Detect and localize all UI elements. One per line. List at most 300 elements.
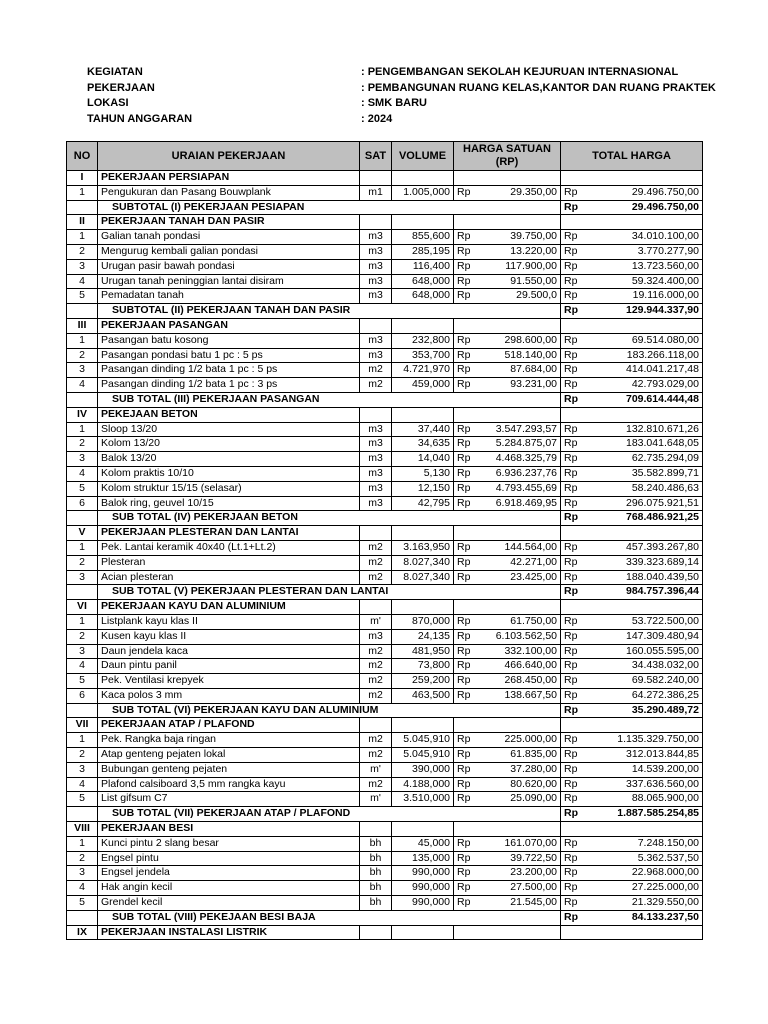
item-total-price: 58.240.486,63	[584, 481, 703, 496]
table-row	[67, 333, 703, 348]
item-number: 2	[67, 555, 98, 570]
item-total-price: 64.272.386,25	[584, 688, 703, 703]
empty-volume-cell	[392, 171, 454, 186]
item-total-price: 59.324.400,00	[584, 274, 703, 289]
total-currency: Rp	[561, 274, 584, 289]
item-total-price: 312.013.844,85	[584, 748, 703, 763]
price-currency: Rp	[454, 629, 477, 644]
price-currency: Rp	[454, 378, 477, 393]
price-currency: Rp	[454, 659, 477, 674]
item-unit: m2	[360, 777, 392, 792]
section-number: VIII	[67, 822, 98, 837]
empty-sat-cell	[360, 925, 392, 940]
item-unit-price: 4.793.455,69	[477, 481, 561, 496]
item-unit-price: 5.284.875,07	[477, 437, 561, 452]
item-unit: m'	[360, 792, 392, 807]
item-volume: 73,800	[392, 659, 454, 674]
item-unit-price: 93.231,00	[477, 378, 561, 393]
tahun-anggaran-label: TAHUN ANGGARAN	[87, 112, 193, 125]
item-unit-price: 161.070,00	[477, 836, 561, 851]
item-description: Kolom struktur 15/15 (selasar)	[98, 481, 360, 496]
item-volume: 8.027,340	[392, 570, 454, 585]
item-total-price: 13.723.560,00	[584, 259, 703, 274]
empty-total-cell	[561, 600, 703, 615]
price-currency: Rp	[454, 570, 477, 585]
col-header-harga-satuan	[454, 142, 561, 171]
item-unit: m3	[360, 274, 392, 289]
subtotal-no-cell	[67, 585, 98, 600]
empty-sat-cell	[360, 171, 392, 186]
item-number: 2	[67, 748, 98, 763]
subtotal-amount: 709.614.444,48	[584, 392, 703, 407]
item-description: Plesteran	[98, 555, 360, 570]
item-number: 3	[67, 866, 98, 881]
subtotal-amount: 35.290.489,72	[584, 703, 703, 718]
item-total-price: 5.362.537,50	[584, 851, 703, 866]
item-description: Engsel jendela	[98, 866, 360, 881]
empty-total-cell	[561, 215, 703, 230]
empty-volume-cell	[392, 600, 454, 615]
price-currency: Rp	[454, 333, 477, 348]
price-currency: Rp	[454, 437, 477, 452]
item-unit-price: 61.750,00	[477, 614, 561, 629]
item-unit: m3	[360, 422, 392, 437]
item-description: Kolom 13/20	[98, 437, 360, 452]
section-title: PEKERJAAN ATAP / PLAFOND	[98, 718, 360, 733]
item-total-price: 296.075.921,51	[584, 496, 703, 511]
subtotal-row	[67, 703, 703, 718]
item-total-price: 69.582.240,00	[584, 674, 703, 689]
item-unit-price: 13.220,00	[477, 244, 561, 259]
item-number: 1	[67, 836, 98, 851]
subtotal-currency: Rp	[561, 392, 584, 407]
total-currency: Rp	[561, 230, 584, 245]
subtotal-amount: 984.757.396,44	[584, 585, 703, 600]
lokasi-label: LOKASI	[87, 97, 129, 109]
item-number: 1	[67, 540, 98, 555]
item-unit: bh	[360, 881, 392, 896]
subtotal-label: SUB TOTAL (VI) PEKERJAAN KAYU DAN ALUMINIUM	[98, 703, 561, 718]
item-number: 5	[67, 481, 98, 496]
section-title: PEKERJAAN PASANGAN	[98, 318, 360, 333]
item-volume: 24,135	[392, 629, 454, 644]
price-currency: Rp	[454, 348, 477, 363]
item-total-price: 29.496.750,00	[584, 185, 703, 200]
item-unit: m3	[360, 333, 392, 348]
item-volume: 259,200	[392, 674, 454, 689]
item-description: Bubungan genteng pejaten	[98, 762, 360, 777]
item-unit-price: 37.280,00	[477, 762, 561, 777]
section-title: PEKERJAAN KAYU DAN ALUMINIUM	[98, 600, 360, 615]
total-currency: Rp	[561, 836, 584, 851]
item-description: Sloop 13/20	[98, 422, 360, 437]
item-unit: m3	[360, 629, 392, 644]
empty-sat-cell	[360, 407, 392, 422]
item-volume: 8.027,340	[392, 555, 454, 570]
item-total-price: 35.582.899,71	[584, 466, 703, 481]
table-row	[67, 644, 703, 659]
price-currency: Rp	[454, 836, 477, 851]
price-currency: Rp	[454, 230, 477, 245]
total-currency: Rp	[561, 674, 584, 689]
item-number: 3	[67, 452, 98, 467]
total-currency: Rp	[561, 777, 584, 792]
subtotal-amount: 84.133.237,50	[584, 910, 703, 925]
section-number: I	[67, 171, 98, 186]
subtotal-row	[67, 304, 703, 319]
item-description: Grendel kecil	[98, 896, 360, 911]
subtotal-label: SUB TOTAL (III) PEKERJAAN PASANGAN	[98, 392, 561, 407]
item-unit: m2	[360, 644, 392, 659]
subtotal-no-cell	[67, 304, 98, 319]
price-currency: Rp	[454, 363, 477, 378]
item-description: Pasangan pondasi batu 1 pc : 5 ps	[98, 348, 360, 363]
cost-table	[66, 141, 703, 940]
item-number: 1	[67, 185, 98, 200]
table-row	[67, 230, 703, 245]
item-number: 6	[67, 688, 98, 703]
item-volume: 4.188,000	[392, 777, 454, 792]
section-number: IV	[67, 407, 98, 422]
empty-total-cell	[561, 718, 703, 733]
item-unit-price: 332.100,00	[477, 644, 561, 659]
item-unit: m'	[360, 762, 392, 777]
item-description: Pek. Ventilasi krepyek	[98, 674, 360, 689]
item-unit-price: 39.750,00	[477, 230, 561, 245]
empty-total-cell	[561, 407, 703, 422]
total-currency: Rp	[561, 333, 584, 348]
col-header-sat: SAT	[360, 142, 392, 171]
section-number: IX	[67, 925, 98, 940]
item-unit-price: 42.271,00	[477, 555, 561, 570]
price-currency: Rp	[454, 881, 477, 896]
price-currency: Rp	[454, 792, 477, 807]
subtotal-amount: 129.944.337,90	[584, 304, 703, 319]
item-description: Urugan pasir bawah pondasi	[98, 259, 360, 274]
item-unit: m2	[360, 748, 392, 763]
price-currency: Rp	[454, 866, 477, 881]
empty-total-cell	[561, 925, 703, 940]
item-volume: 648,000	[392, 289, 454, 304]
item-volume: 5.045,910	[392, 733, 454, 748]
table-row	[67, 244, 703, 259]
item-total-price: 42.793.029,00	[584, 378, 703, 393]
item-total-price: 457.393.267,80	[584, 540, 703, 555]
item-unit: m3	[360, 244, 392, 259]
subtotal-no-cell	[67, 511, 98, 526]
empty-sat-cell	[360, 718, 392, 733]
pekerjaan-label: PEKERJAAN	[87, 81, 155, 94]
item-unit-price: 6.936.237,76	[477, 466, 561, 481]
item-total-price: 53.722.500,00	[584, 614, 703, 629]
item-volume: 42,795	[392, 496, 454, 511]
item-description: Engsel pintu	[98, 851, 360, 866]
total-currency: Rp	[561, 289, 584, 304]
section-title: PEKEJAAN BETON	[98, 407, 360, 422]
item-unit: bh	[360, 836, 392, 851]
item-volume: 45,000	[392, 836, 454, 851]
total-currency: Rp	[561, 555, 584, 570]
item-unit-price: 87.684,00	[477, 363, 561, 378]
price-currency: Rp	[454, 244, 477, 259]
subtotal-row	[67, 392, 703, 407]
subtotal-label: SUBTOTAL (I) PEKERJAAN PESIAPAN	[98, 200, 561, 215]
section-row	[67, 600, 703, 615]
item-description: Kunci pintu 2 slang besar	[98, 836, 360, 851]
item-description: Galian tanah pondasi	[98, 230, 360, 245]
item-volume: 3.510,000	[392, 792, 454, 807]
item-total-price: 7.248.150,00	[584, 836, 703, 851]
item-description: Mengurug kembali galian pondasi	[98, 244, 360, 259]
section-number: VI	[67, 600, 98, 615]
item-unit-price: 23.200,00	[477, 866, 561, 881]
item-total-price: 132.810.671,26	[584, 422, 703, 437]
item-total-price: 160.055.595,00	[584, 644, 703, 659]
item-volume: 481,950	[392, 644, 454, 659]
item-unit-price: 6.103.562,50	[477, 629, 561, 644]
total-currency: Rp	[561, 570, 584, 585]
table-row	[67, 629, 703, 644]
item-description: Kusen kayu klas II	[98, 629, 360, 644]
price-currency: Rp	[454, 896, 477, 911]
item-volume: 5.045,910	[392, 748, 454, 763]
empty-sat-cell	[360, 822, 392, 837]
item-unit: m2	[360, 674, 392, 689]
section-title: PEKERJAAN TANAH DAN PASIR	[98, 215, 360, 230]
item-volume: 990,000	[392, 866, 454, 881]
empty-sat-cell	[360, 215, 392, 230]
item-number: 6	[67, 496, 98, 511]
item-unit-price: 225.000,00	[477, 733, 561, 748]
subtotal-label: SUB TOTAL (VII) PEKERJAAN ATAP / PLAFOND	[98, 807, 561, 822]
subtotal-row	[67, 511, 703, 526]
empty-total-cell	[561, 171, 703, 186]
item-number: 1	[67, 733, 98, 748]
section-row	[67, 718, 703, 733]
item-number: 1	[67, 422, 98, 437]
item-volume: 855,600	[392, 230, 454, 245]
item-unit: bh	[360, 896, 392, 911]
item-total-price: 34.438.032,00	[584, 659, 703, 674]
total-currency: Rp	[561, 540, 584, 555]
price-currency: Rp	[454, 644, 477, 659]
item-unit: m2	[360, 363, 392, 378]
col-header-total-harga: TOTAL HARGA	[561, 142, 703, 171]
empty-total-cell	[561, 318, 703, 333]
subtotal-amount: 768.486.921,25	[584, 511, 703, 526]
subtotal-no-cell	[67, 703, 98, 718]
item-unit: m3	[360, 481, 392, 496]
kegiatan-label: KEGIATAN	[87, 66, 143, 78]
subtotal-no-cell	[67, 200, 98, 215]
table-row	[67, 481, 703, 496]
item-number: 5	[67, 792, 98, 807]
table-row	[67, 674, 703, 689]
item-unit-price: 117.900,00	[477, 259, 561, 274]
item-volume: 232,800	[392, 333, 454, 348]
section-title: PEKERJAAN PERSIAPAN	[98, 171, 360, 186]
subtotal-label: SUB TOTAL (VIII) PEKEJAAN BESI BAJA	[98, 910, 561, 925]
subtotal-label: SUB TOTAL (V) PEKERJAAN PLESTERAN DAN LANTAI	[98, 585, 561, 600]
table-row	[67, 422, 703, 437]
table-row	[67, 881, 703, 896]
item-description: Listplank kayu klas II	[98, 614, 360, 629]
item-volume: 990,000	[392, 896, 454, 911]
item-total-price: 147.309.480,94	[584, 629, 703, 644]
item-unit: bh	[360, 851, 392, 866]
subtotal-row	[67, 585, 703, 600]
item-unit-price: 29.350,00	[477, 185, 561, 200]
section-title: PEKERJAAN PLESTERAN DAN LANTAI	[98, 526, 360, 541]
lokasi-value: : SMK BARU	[361, 97, 427, 109]
empty-volume-cell	[392, 215, 454, 230]
item-description: Kaca polos 3 mm	[98, 688, 360, 703]
item-description: Plafond calsiboard 3,5 mm rangka kayu	[98, 777, 360, 792]
empty-price-cell	[454, 215, 561, 230]
table-row	[67, 762, 703, 777]
item-description: Pemadatan tanah	[98, 289, 360, 304]
section-row	[67, 171, 703, 186]
empty-price-cell	[454, 600, 561, 615]
item-unit-price: 138.667,50	[477, 688, 561, 703]
item-unit-price: 61.835,00	[477, 748, 561, 763]
item-unit: bh	[360, 866, 392, 881]
item-description: List gifsum C7	[98, 792, 360, 807]
item-volume: 648,000	[392, 274, 454, 289]
price-currency: Rp	[454, 481, 477, 496]
item-volume: 34,635	[392, 437, 454, 452]
item-unit-price: 27.500,00	[477, 881, 561, 896]
item-number: 5	[67, 674, 98, 689]
item-unit: m2	[360, 555, 392, 570]
item-total-price: 19.116.000,00	[584, 289, 703, 304]
section-row	[67, 526, 703, 541]
item-unit-price: 466.640,00	[477, 659, 561, 674]
empty-volume-cell	[392, 925, 454, 940]
item-number: 4	[67, 466, 98, 481]
price-currency: Rp	[454, 777, 477, 792]
price-currency: Rp	[454, 540, 477, 555]
item-total-price: 183.266.118,00	[584, 348, 703, 363]
item-unit: m2	[360, 570, 392, 585]
total-currency: Rp	[561, 688, 584, 703]
section-number: II	[67, 215, 98, 230]
price-currency: Rp	[454, 851, 477, 866]
item-description: Daun jendela kaca	[98, 644, 360, 659]
section-row	[67, 407, 703, 422]
item-unit-price: 6.918.469,95	[477, 496, 561, 511]
item-volume: 135,000	[392, 851, 454, 866]
table-row	[67, 274, 703, 289]
empty-sat-cell	[360, 526, 392, 541]
empty-price-cell	[454, 318, 561, 333]
item-description: Balok 13/20	[98, 452, 360, 467]
item-number: 3	[67, 363, 98, 378]
subtotal-label: SUB TOTAL (IV) PEKERJAAN BETON	[98, 511, 561, 526]
subtotal-currency: Rp	[561, 511, 584, 526]
total-currency: Rp	[561, 244, 584, 259]
item-total-price: 27.225.000,00	[584, 881, 703, 896]
total-currency: Rp	[561, 363, 584, 378]
item-unit: m3	[360, 496, 392, 511]
item-volume: 353,700	[392, 348, 454, 363]
empty-price-cell	[454, 526, 561, 541]
item-unit: m3	[360, 289, 392, 304]
item-description: Kolom praktis 10/10	[98, 466, 360, 481]
item-number: 1	[67, 614, 98, 629]
item-volume: 990,000	[392, 881, 454, 896]
item-description: Pek. Rangka baja ringan	[98, 733, 360, 748]
section-number: VII	[67, 718, 98, 733]
item-description: Pasangan dinding 1/2 bata 1 pc : 3 ps	[98, 378, 360, 393]
empty-total-cell	[561, 822, 703, 837]
col-header-volume: VOLUME	[392, 142, 454, 171]
item-volume: 463,500	[392, 688, 454, 703]
item-number: 1	[67, 333, 98, 348]
item-unit-price: 268.450,00	[477, 674, 561, 689]
empty-sat-cell	[360, 600, 392, 615]
item-unit: m'	[360, 614, 392, 629]
subtotal-row	[67, 910, 703, 925]
total-currency: Rp	[561, 259, 584, 274]
subtotal-currency: Rp	[561, 304, 584, 319]
item-unit: m3	[360, 259, 392, 274]
item-total-price: 339.323.689,14	[584, 555, 703, 570]
tahun-anggaran-value: : 2024	[361, 112, 393, 125]
item-number: 2	[67, 851, 98, 866]
item-unit-price: 298.600,00	[477, 333, 561, 348]
col-header-harga-line1: HARGA SATUAN	[463, 143, 551, 155]
price-currency: Rp	[454, 733, 477, 748]
price-currency: Rp	[454, 614, 477, 629]
item-unit-price: 91.550,00	[477, 274, 561, 289]
table-row	[67, 659, 703, 674]
total-currency: Rp	[561, 629, 584, 644]
table-row	[67, 496, 703, 511]
empty-price-cell	[454, 925, 561, 940]
total-currency: Rp	[561, 866, 584, 881]
table-row	[67, 363, 703, 378]
table-row	[67, 896, 703, 911]
price-currency: Rp	[454, 496, 477, 511]
subtotal-currency: Rp	[561, 910, 584, 925]
price-currency: Rp	[454, 466, 477, 481]
item-volume: 14,040	[392, 452, 454, 467]
col-header-uraian: URAIAN PEKERJAAN	[98, 142, 360, 171]
item-volume: 459,000	[392, 378, 454, 393]
total-currency: Rp	[561, 762, 584, 777]
item-unit: m3	[360, 230, 392, 245]
subtotal-amount: 29.496.750,00	[584, 200, 703, 215]
empty-volume-cell	[392, 526, 454, 541]
item-unit-price: 80.620,00	[477, 777, 561, 792]
section-row	[67, 822, 703, 837]
price-currency: Rp	[454, 555, 477, 570]
item-number: 3	[67, 259, 98, 274]
section-number: III	[67, 318, 98, 333]
item-unit: m3	[360, 452, 392, 467]
item-volume: 285,195	[392, 244, 454, 259]
item-unit-price: 144.564,00	[477, 540, 561, 555]
item-unit-price: 29.500,0	[477, 289, 561, 304]
item-number: 2	[67, 629, 98, 644]
item-total-price: 3.770.277,90	[584, 244, 703, 259]
item-volume: 37,440	[392, 422, 454, 437]
empty-price-cell	[454, 822, 561, 837]
price-currency: Rp	[454, 452, 477, 467]
item-number: 3	[67, 644, 98, 659]
total-currency: Rp	[561, 481, 584, 496]
